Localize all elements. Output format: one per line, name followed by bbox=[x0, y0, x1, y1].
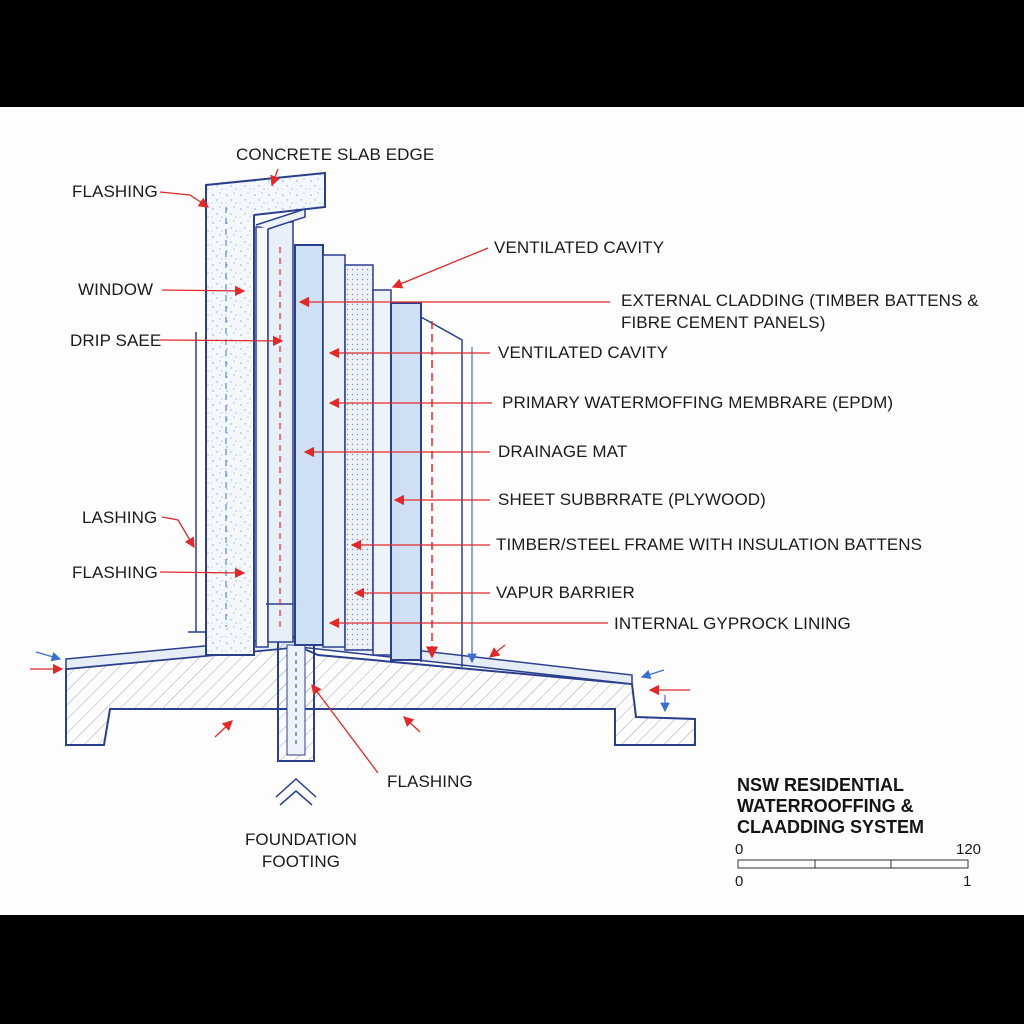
cladding-panels bbox=[295, 245, 462, 667]
label-frame: TIMBER/STEEL FRAME WITH INSULATION BATTENS bbox=[496, 535, 923, 554]
label-internal-lining: INTERNAL GYPROCK LINING bbox=[614, 614, 851, 633]
label-drip-saee: DRIP SAEE bbox=[70, 331, 162, 350]
drawing-title: NSW RESIDENTIAL WATERROOFFING & CLAADDING SYSTEM bbox=[737, 775, 925, 837]
label-flashing-mid: FLASHING bbox=[72, 563, 158, 582]
scale-top-right: 120 bbox=[956, 841, 982, 858]
scale-bar bbox=[738, 860, 968, 868]
label-foundation-footing: FOUNDATION FOOTING bbox=[244, 830, 358, 871]
label-lashing: LASHING bbox=[82, 508, 158, 527]
label-flashing-top: FLASHING bbox=[72, 182, 158, 201]
label-ventilated-cavity-top: VENTILATED CAVITY bbox=[494, 238, 665, 257]
label-external-cladding: EXTERNAL CLADDING (TIMBER BATTENS & FIBRE CEMENT PANELS) bbox=[621, 291, 979, 332]
label-window: WINDOW bbox=[78, 280, 154, 299]
label-drainage-mat: DRAINAGE MAT bbox=[498, 442, 628, 461]
scale-bottom-right: 1 bbox=[963, 873, 972, 890]
label-ventilated-cavity-mid: VENTILATED CAVITY bbox=[498, 343, 669, 362]
label-concrete-slab-edge: CONCRETE SLAB EDGE bbox=[236, 145, 435, 164]
label-flashing-bottom: FLASHING bbox=[387, 772, 473, 791]
scale-top-left: 0 bbox=[735, 841, 744, 858]
drawing-sheet bbox=[0, 107, 1024, 915]
label-vapour-barrier: VAPUR BARRIER bbox=[496, 583, 635, 602]
title-block bbox=[737, 775, 997, 838]
scale-bottom-left: 0 bbox=[735, 873, 744, 890]
foundation-post bbox=[278, 637, 314, 761]
label-primary-membrane: PRIMARY WATERMOFFING MEMBRARE (EPDM) bbox=[502, 393, 894, 412]
footing-chevron-symbol bbox=[276, 779, 316, 805]
label-sheet-substrate: SHEET SUBBRRATE (PLYWOOD) bbox=[498, 490, 766, 509]
